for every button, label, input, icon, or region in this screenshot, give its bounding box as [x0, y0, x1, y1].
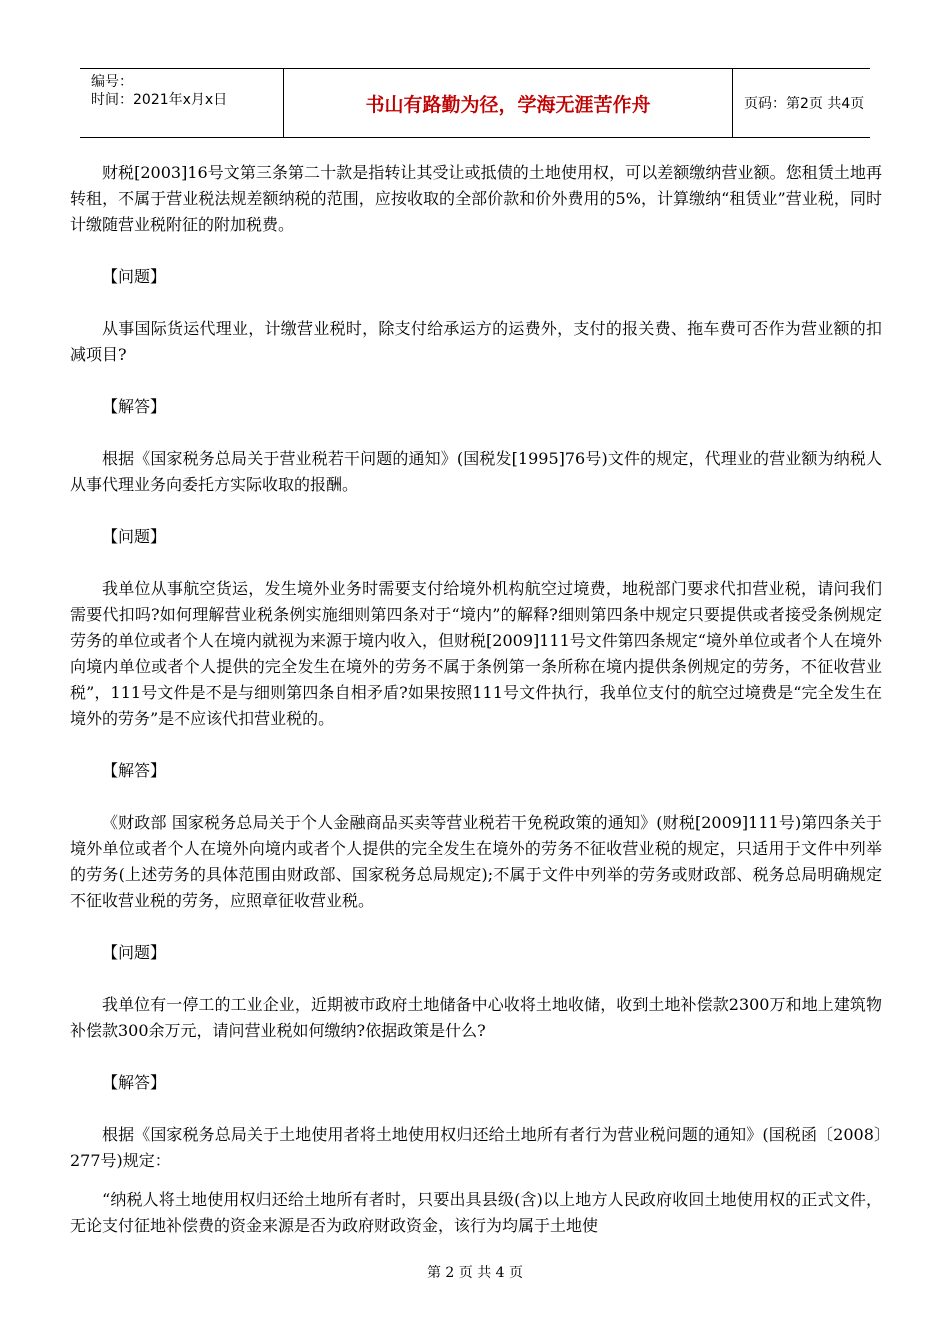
header-meta-cell — [80, 69, 284, 137]
answer-label: 【解答】 — [102, 761, 167, 780]
document-body — [70, 160, 882, 1239]
answer-label: 【解答】 — [102, 397, 167, 416]
answer-label: 【解答】 — [102, 1073, 167, 1092]
question-text: 我单位有一停工的工业企业，近期被市政府土地储备中心收将土地收储，收到土地补偿款2300万和地上建筑物补偿款300余万元，请问营业税如何缴纳?依据政策是什么? — [70, 995, 882, 1040]
question-label: 【问题】 — [102, 267, 167, 286]
header-page-number: 页码：第2页 共4页 — [744, 96, 865, 112]
question-label: 【问题】 — [102, 943, 167, 962]
header-motto-cell — [284, 69, 733, 137]
quoted-regulation: “纳税人将土地使用权归还给土地所有者时，只要出具县级(含)以上地方人民政府收回土地使用权的正式文件，无论支付征地补偿费的资金来源是否为政府财政资金，该行为均属于土地使 — [70, 1190, 882, 1235]
header-page-cell — [733, 69, 870, 137]
answer-text: 《财政部 国家税务总局关于个人金融商品买卖等营业税若干免税政策的通知》(财税[2009]111号)第四条关于境外单位或者个人在境外向境内或者个人提供的完全发生在境外的劳务不征收营业税的规定，只适用于文件中列举的劳务(上述劳务的具体范围由财政部、国家税务总局规定);不属于文件中列举的劳务或财政部、税务总局明确规定不征收营业税的劳务，应照章征收营业税。 — [70, 813, 882, 910]
answer-text: 根据《国家税务总局关于土地使用者将土地使用权归还给土地所有者行为营业税问题的通知》(国税函〔2008〕277号)规定： — [70, 1125, 882, 1170]
paragraph: 财税[2003]16号文第三条第二十款是指转让其受让或抵债的土地使用权，可以差额缴纳营业额。您租赁土地再转租，不属于营业税法规差额纳税的范围，应按收取的全部价款和价外费用的5%，计算缴纳“租赁业”营业税，同时计缴随营业税附征的附加税费。 — [70, 163, 882, 234]
header-motto: 书山有路勤为径，学海无涯苦作舟 — [365, 94, 651, 116]
question-text: 从事国际货运代理业，计缴营业税时，除支付给承运方的运费外，支付的报关费、拖车费可否作为营业额的扣减项目? — [70, 319, 882, 364]
question-label: 【问题】 — [102, 527, 167, 546]
page-header — [80, 68, 870, 138]
question-text: 我单位从事航空货运，发生境外业务时需要支付给境外机构航空过境费，地税部门要求代扣营业税，请问我们需要代扣吗?如何理解营业税条例实施细则第四条对于“境内”的解释?细则第四条中规定只要提供或者接受条例规定劳务的单位或者个人在境内就视为来源于境内收入，但财税[2009]111号文件第四条规定“境外单位或者个人在境外向境内单位或者个人提供的完全发生在境外的劳务不属于条例第一条所称在境内提供条例规定的劳务，不征收营业税”，111号文件是不是与细则第四条自相矛盾?如果按照111号文件执行，我单位支付的航空过境费是“完全发生在境外的劳务”是不应该代扣营业税的。 — [70, 579, 882, 728]
document-number: 编号： — [91, 74, 133, 90]
answer-text: 根据《国家税务总局关于营业税若干问题的通知》(国税发[1995]76号)文件的规定，代理业的营业额为纳税人从事代理业务向委托方实际收取的报酬。 — [70, 449, 882, 494]
document-date: 时间：2021年x月x日 — [91, 92, 228, 108]
page-footer: 第 2 页 共 4 页 — [426, 1265, 524, 1281]
